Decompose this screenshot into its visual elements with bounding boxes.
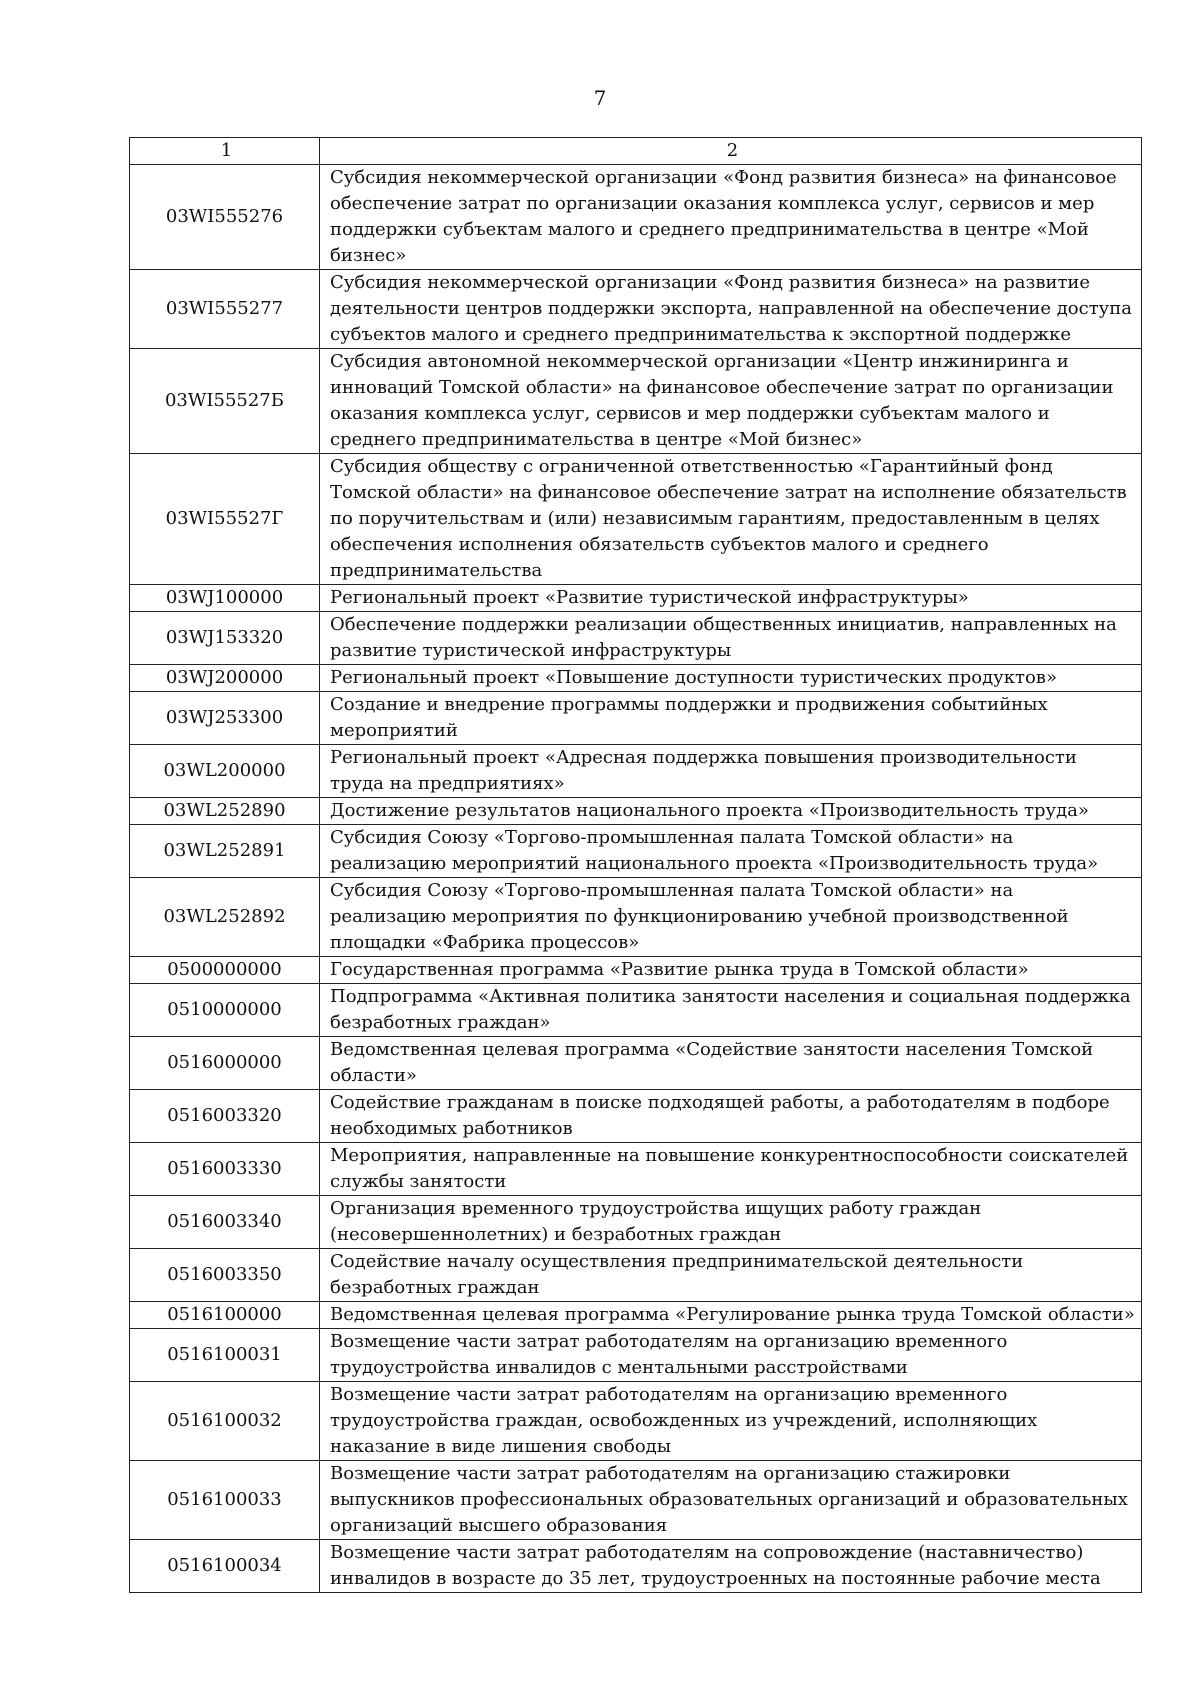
row-code: 0516100034 [130, 1540, 320, 1593]
table-row [130, 1143, 1142, 1196]
row-description: Возмещение части затрат работодателям на организацию стажировки выпускников профессиональных образовательных организаций и образовательных организаций высшего образования [320, 1461, 1142, 1540]
table-row [130, 270, 1142, 349]
row-description: Субсидия некоммерческой организации «Фонд развития бизнеса» на развитие деятельности центров поддержки экспорта, направленной на обеспечение доступа субъектов малого и среднего предпринимательства к экспортной поддержке [320, 270, 1142, 349]
page-number: 7 [593, 86, 607, 110]
table-row [130, 1461, 1142, 1540]
row-code: 0516100033 [130, 1461, 320, 1540]
table-row [130, 165, 1142, 270]
row-description: Региональный проект «Развитие туристической инфраструктуры» [320, 585, 1142, 612]
row-description: Создание и внедрение программы поддержки и продвижения событийных мероприятий [320, 692, 1142, 745]
table-row [130, 1540, 1142, 1593]
row-description: Возмещение части затрат работодателям на организацию временного трудоустройства граждан, освобожденных из учреждений, исполняющих наказание в виде лишения свободы [320, 1382, 1142, 1461]
row-code: 0516003330 [130, 1143, 320, 1196]
table-row [130, 1090, 1142, 1143]
table-header-row [130, 138, 1142, 165]
row-description: Региональный проект «Повышение доступности туристических продуктов» [320, 665, 1142, 692]
row-code: 0516003350 [130, 1249, 320, 1302]
row-code: 0516000000 [130, 1037, 320, 1090]
row-code: 0516003340 [130, 1196, 320, 1249]
row-description: Субсидия автономной некоммерческой организации «Центр инжиниринга и инноваций Томской области» на финансовое обеспечение затрат по организации оказания комплекса услуг, сервисов и мер поддержки субъектам малого и среднего предпринимательства в центре «Мой бизнес» [320, 349, 1142, 454]
row-code: 03WJ253300 [130, 692, 320, 745]
table-row [130, 984, 1142, 1037]
row-code: 03WL252890 [130, 798, 320, 825]
table-row [130, 454, 1142, 585]
row-description: Подпрограмма «Активная политика занятости населения и социальная поддержка безработных граждан» [320, 984, 1142, 1037]
row-description: Содействие гражданам в поиске подходящей работы, а работодателям в подборе необходимых работников [320, 1090, 1142, 1143]
table-row [130, 1249, 1142, 1302]
row-description: Организация временного трудоустройства ищущих работу граждан (несовершеннолетних) и безработных граждан [320, 1196, 1142, 1249]
table-row [130, 1196, 1142, 1249]
row-code: 03WJ153320 [130, 612, 320, 665]
table-row [130, 957, 1142, 984]
row-code: 0500000000 [130, 957, 320, 984]
row-code: 0516100000 [130, 1302, 320, 1329]
row-code: 03WJ100000 [130, 585, 320, 612]
row-description: Содействие началу осуществления предпринимательской деятельности безработных граждан [320, 1249, 1142, 1302]
row-description: Субсидия обществу с ограниченной ответственностью «Гарантийный фонд Томской области» на финансовое обеспечение затрат на исполнение обязательств по поручительствам и (или) независимым гарантиям, предоставленным в целях обеспечения исполнения обязательств субъектов малого и среднего предпринимательства [320, 454, 1142, 585]
table-row [130, 1329, 1142, 1382]
row-description: Возмещение части затрат работодателям на организацию временного трудоустройства инвалидов с ментальными расстройствами [320, 1329, 1142, 1382]
row-code: 03WL252892 [130, 878, 320, 957]
table-row [130, 349, 1142, 454]
table-row [130, 665, 1142, 692]
row-code: 03WI55527Г [130, 454, 320, 585]
row-code: 03WI55527Б [130, 349, 320, 454]
table-row [130, 825, 1142, 878]
row-description: Достижение результатов национального проекта «Производительность труда» [320, 798, 1142, 825]
row-description: Государственная программа «Развитие рынка труда в Томской области» [320, 957, 1142, 984]
table-row [130, 585, 1142, 612]
column-header-code: 1 [130, 138, 320, 165]
table-row [130, 692, 1142, 745]
row-description: Субсидия Союзу «Торгово-промышленная палата Томской области» на реализацию мероприятий национального проекта «Производительность труда» [320, 825, 1142, 878]
table-row [130, 745, 1142, 798]
table-row [130, 1302, 1142, 1329]
row-code: 03WL200000 [130, 745, 320, 798]
column-header-description: 2 [320, 138, 1142, 165]
row-description: Субсидия Союзу «Торгово-промышленная палата Томской области» на реализацию мероприятия по функционированию учебной производственной площадки «Фабрика процессов» [320, 878, 1142, 957]
budget-classification-table [129, 137, 1142, 1593]
row-description: Региональный проект «Адресная поддержка повышения производительности труда на предприятиях» [320, 745, 1142, 798]
table-row [130, 1382, 1142, 1461]
row-description: Ведомственная целевая программа «Содействие занятости населения Томской области» [320, 1037, 1142, 1090]
table-body [130, 165, 1142, 1593]
row-code: 0510000000 [130, 984, 320, 1037]
table-row [130, 878, 1142, 957]
row-description: Обеспечение поддержки реализации общественных инициатив, направленных на развитие туристической инфраструктуры [320, 612, 1142, 665]
row-code: 03WI555277 [130, 270, 320, 349]
row-code: 03WI555276 [130, 165, 320, 270]
row-code: 03WL252891 [130, 825, 320, 878]
row-code: 0516003320 [130, 1090, 320, 1143]
table-row [130, 798, 1142, 825]
row-code: 0516100031 [130, 1329, 320, 1382]
table-row [130, 612, 1142, 665]
row-description: Возмещение части затрат работодателям на сопровождение (наставничество) инвалидов в возрасте до 35 лет, трудоустроенных на постоянные рабочие места [320, 1540, 1142, 1593]
row-code: 0516100032 [130, 1382, 320, 1461]
row-code: 03WJ200000 [130, 665, 320, 692]
row-description: Субсидия некоммерческой организации «Фонд развития бизнеса» на финансовое обеспечение затрат по организации оказания комплекса услуг, сервисов и мер поддержки субъектам малого и среднего предпринимательства в центре «Мой бизнес» [320, 165, 1142, 270]
row-description: Ведомственная целевая программа «Регулирование рынка труда Томской области» [320, 1302, 1142, 1329]
row-description: Мероприятия, направленные на повышение конкурентноспособности соискателей службы занятости [320, 1143, 1142, 1196]
table-row [130, 1037, 1142, 1090]
